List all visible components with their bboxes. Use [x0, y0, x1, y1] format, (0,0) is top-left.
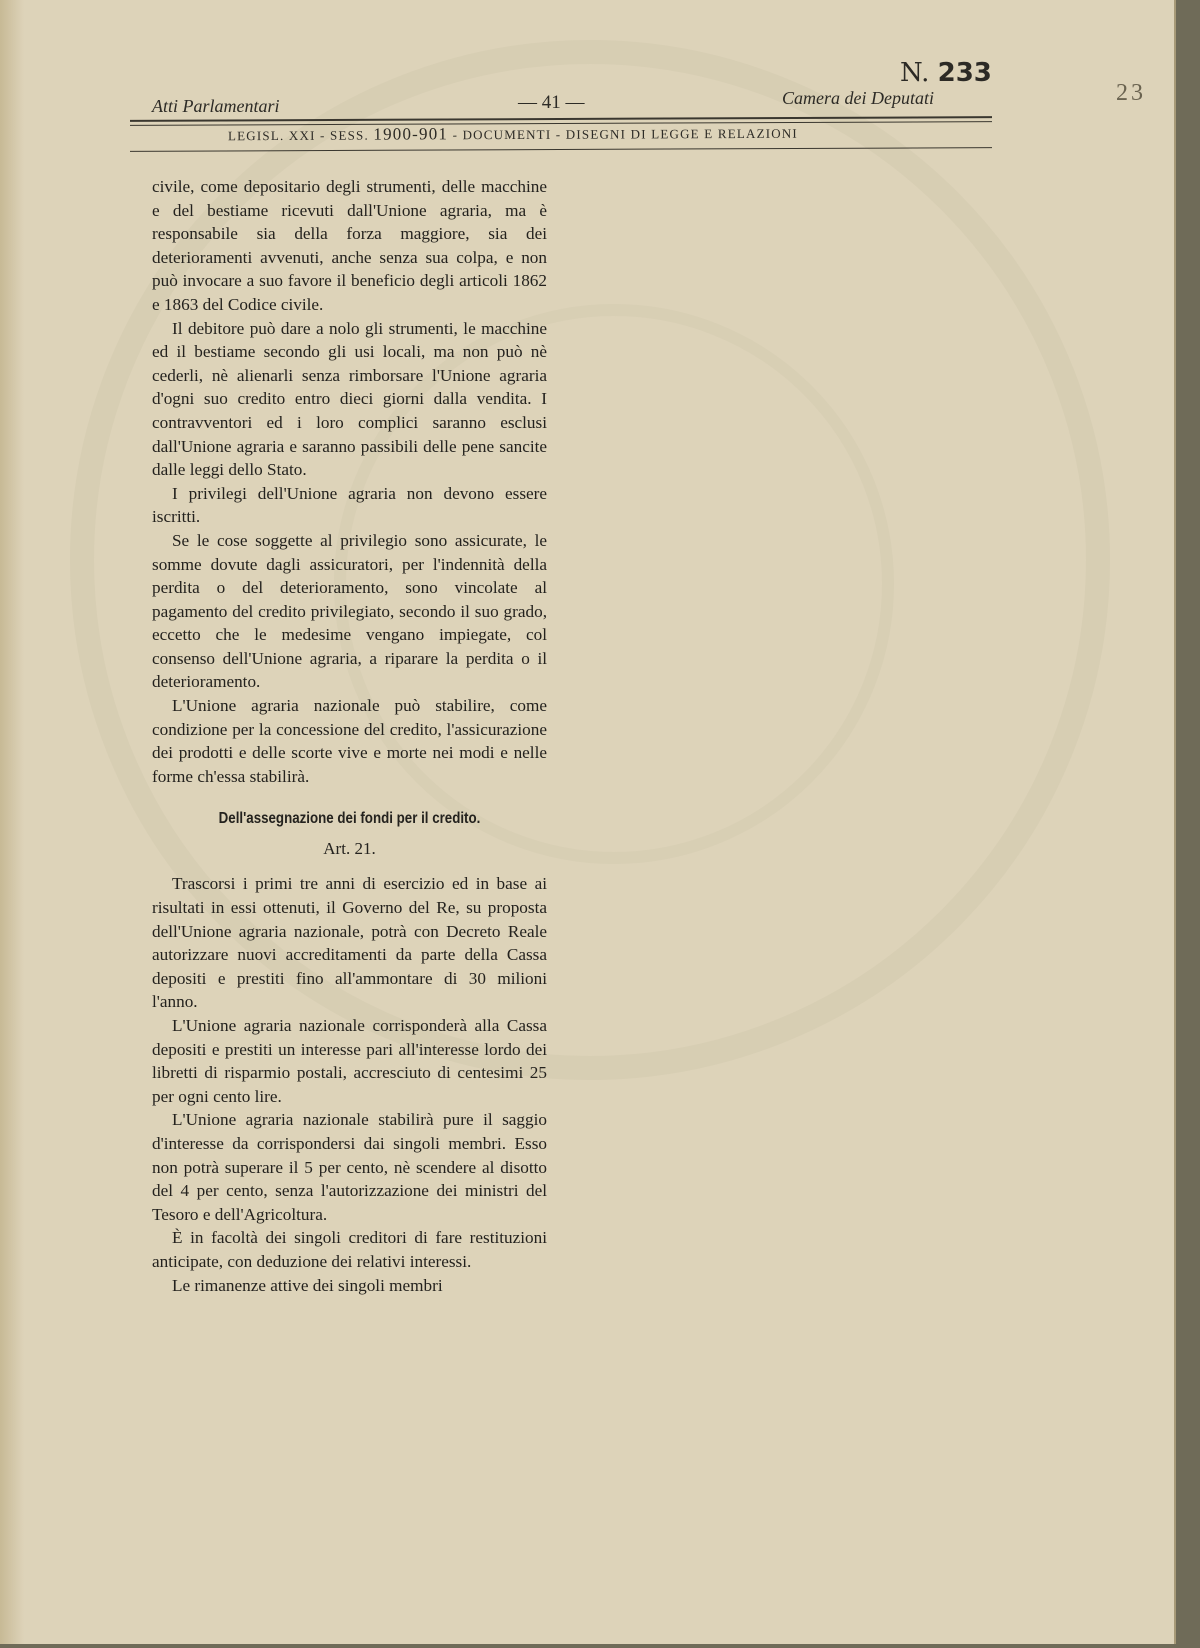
paragraph: L'Unione agraria nazionale corrisponderà alla Cassa depositi e prestiti un interesse pari all'interesse lordo dei libretti di risparmio postali, accresciuto di centesimi 25 per ogni cento lire. [152, 1016, 547, 1106]
section-heading: Dell'assegnazione dei fondi per il credito. [218, 810, 481, 828]
series-number-value: 233 [937, 58, 992, 88]
subtitle-documents: - DOCUMENTI - DISEGNI DI LEGGE E RELAZIONI [452, 125, 798, 143]
paragraph: È in facoltà dei singoli creditori di fare restituzioni anticipate, con deduzione dei relativi interessi. [152, 1228, 547, 1271]
paragraph: Trascorsi i primi tre anni di esercizio ed in base ai risultati in essi ottenuti, il Governo del Re, su proposta dell'Unione agraria nazionale, potrà con Decreto Reale autorizzare nuovi accreditamenti da parte della Cassa depositi e prestiti fino all'ammontare di 30 milioni l'anno. [152, 874, 547, 1012]
paragraph: L'Unione agraria nazionale stabilirà pure il saggio d'interesse da corrispondersi dai singoli membri. Esso non potrà superare il 5 per cento, nè scendere al disotto del 4 per cento, senza l'autorizzazione dei ministri del Tesoro e dell'Agricoltura. [152, 1110, 547, 1224]
header-left-title: Atti Parlamentari [152, 96, 280, 116]
text-column [152, 175, 547, 1297]
paragraph: Il debitore può dare a nolo gli strumenti, le macchine ed il bestiame secondo gli usi locali, ma non può nè cederli, nè alienarli senza rimborsare l'Unione agraria d'ogni suo credito entro dieci giorni dalla vendita. I contravventori ed i loro complici saranno esclusi dall'Unione agraria e saranno passibili delle pene sancite dalle leggi dello Stato. [152, 318, 547, 480]
paragraph: Se le cose soggette al privilegio sono assicurate, le somme dovute dagli assicuratori, per l'indennità della perdita o del deterioramento, sono vincolate al pagamento del credito privilegiato, secondo il suo grado, eccetto che le medesime vengano impiegate, col consenso dell'Unione agraria, a riparare la perdita o il deterioramento. [152, 530, 547, 692]
subtitle-years: 1900-901 [373, 124, 449, 144]
subtitle-legislature: LEGISL. XXI - SESS. [227, 127, 369, 144]
paragraph: I privilegi dell'Unione agraria non devono essere iscritti. [152, 483, 547, 527]
header-subtitle [228, 123, 798, 145]
document-series-number [900, 58, 992, 88]
series-number-prefix: N. [900, 58, 930, 88]
article-heading: Art. 21. [323, 839, 376, 859]
paragraph: civile, come depositario degli strumenti, delle macchine e del bestiame ricevuti dall'Unione agraria, ma è responsabile sia della forza maggiore, sia dei deterioramenti avvenuti, anche senza sua colpa, e non può invocare a suo favore il beneficio degli articoli 1862 e 1863 del Codice civile. [152, 177, 547, 314]
header-right-title: Camera dei Deputati [782, 88, 934, 108]
page-corner-number: 23 [1116, 80, 1146, 106]
paragraph: Le rimanenze attive dei singoli membri [172, 1275, 443, 1295]
header-page-number: — 41 — [518, 92, 585, 113]
paragraph: L'Unione agraria nazionale può stabilire, come condizione per la concessione del credito, l'assicurazione dei prodotti e delle scorte vive e morte nei modi e nelle forme ch'essa stabilirà. [152, 696, 547, 786]
page-edge-shadow [0, 0, 24, 1644]
